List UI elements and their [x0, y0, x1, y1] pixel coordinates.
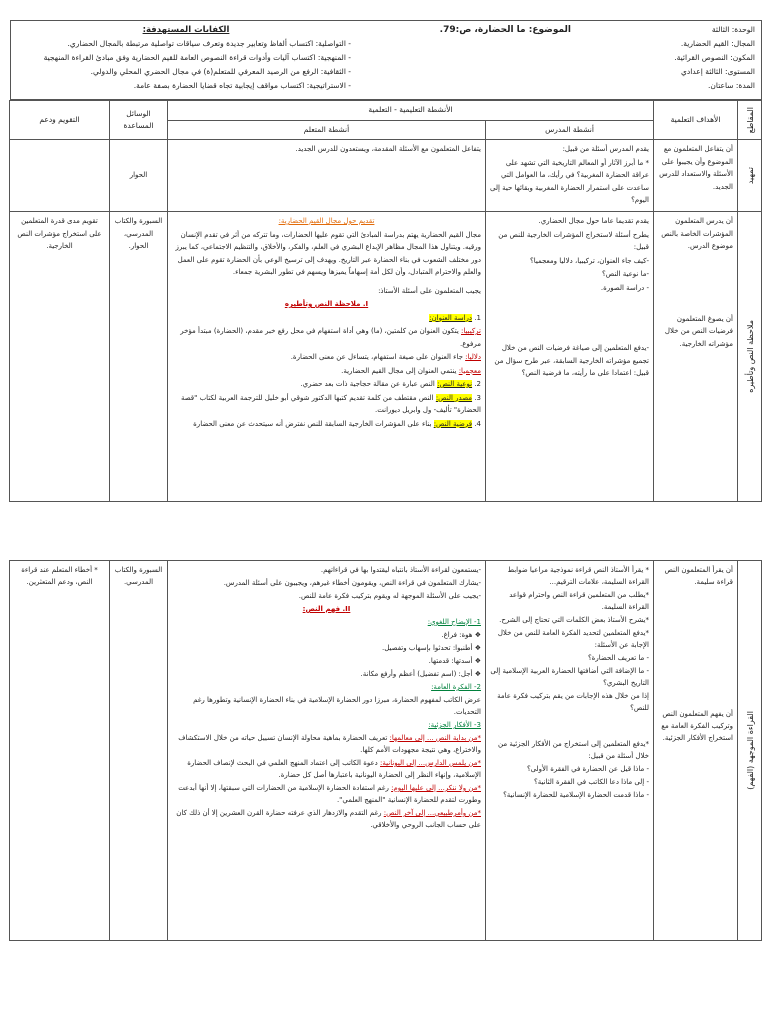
objective-cell: أن يقرأ المتعلمون النص قراءة سليمة. أن يفهم المتعلمون النص وتركيب الفكرة العامة مع استخراج الأفكار الجزئية.: [654, 561, 738, 941]
field-intro-title: تقديم حول مجال القيم الحضارية:: [278, 217, 375, 225]
sub-ideas-title: 3- الأفكار الجزئية:: [428, 721, 481, 729]
teacher-cell: يقدم المدرس أسئلة من قبيل: * ما أبرز الآثار أو المعالم التاريخية التي تشهد على عراقة الحضارة المغربية؟ في رأيك، ما العوامل التي ساعدت على استمرار الحضارة المغربية وبقائها حية إلى اليوم؟: [486, 140, 654, 212]
competencies-title: الكفايات المستهدفة:: [142, 25, 230, 35]
section-title: II. فهم النص:: [302, 605, 351, 613]
vocab-title: 1- الإيضاح اللغوي:: [427, 618, 481, 626]
col-learner: أنشطة المتعلم: [167, 120, 485, 140]
evaluation-cell: [9, 140, 109, 212]
col-evaluation: التقويم ودعم: [9, 101, 109, 140]
lesson-table-continued: [9, 560, 762, 941]
col-objectives: الأهداف التعلمية: [654, 101, 738, 140]
component-label: المكون: النصوص القرائية.: [674, 53, 755, 62]
level-label: المستوى: الثالثة إعدادي: [681, 67, 755, 76]
duration-label: المدة: ساعتان.: [708, 81, 755, 90]
means-cell: السبورة والكتاب المدرسي، الحوار.: [109, 212, 167, 502]
teacher-cell: يقدم تقديما عاما حول مجال الحضاري. يطرح أسئلة لاستخراج المؤشرات الخارجية للنص من قبيل: -كيف جاء العنوان، تركيبيا، دلاليا ومعجميا؟ -ما نوعية النص؟ - دراسة الصورة. -يدفع المتعلمين إلى صياغة فرضيات النص من خلال تجميع مؤشراته الخارجية السابقة، عبر طرح سؤال من قبيل: اعتمادا على ما رأيته، ما فرضية النص؟: [486, 212, 654, 502]
objective-cell: أن يدرس المتعلمون المؤشرات الخاصة بالنص موضوع الدرس. أن يصوغ المتعلمون فرضيات النص من خلال مؤشراته الخارجية.: [654, 212, 738, 502]
lesson-table: [9, 100, 762, 502]
col-teacher: أنشطة المدرس: [486, 120, 654, 140]
table-row: [9, 140, 761, 212]
phase-cell: تمهيد: [738, 140, 762, 212]
col-phases: المقاطع: [738, 101, 762, 140]
phase-cell: ملاحظة النص وتأطيره: [738, 212, 762, 502]
field-label: المجال: القيم الحضارية.: [680, 39, 755, 48]
competency-item: - الاستراتيجية: اكتساب مواقف إيجابية تجاه قضايا الحضارة بصفة عامة.: [133, 81, 351, 90]
learner-cell: يتفاعل المتعلمون مع الأسئلة المقدمة، ويستعدون للدرس الجديد.: [167, 140, 485, 212]
phase-cell: القراءة الموجهة (الفهم): [738, 561, 762, 941]
field-intro-text: مجال القيم الحضارية يهتم بدراسة المبادئ التي تقوم عليها الحضارات، وما تتركه من أثر في تقدم الإنسان ورقيه. ويتناول هذا المجال مظاهر الإبداع البشري في العلم، والفكر، والأخلاق، والتنظيم الاجتماعي، كما يبرز دور مختلف الشعوب في بناء الحضارة عبر التاريخ. ويهدف إلى ترسيخ الوعي بأن الحضارة تقوم على العمل والعلم والاحترام المتبادل، وأن لكل أمة إسهاماً يميزها ويسهم في تطور البشرية جمعاء.: [175, 230, 481, 276]
evaluation-cell: تقويم مدى قدرة المتعلمين على استخراج مؤشرات النص الخارجية.: [9, 212, 109, 502]
table-row: [9, 212, 761, 502]
header-meta: [605, 23, 755, 93]
lesson-page-2: [10, 560, 762, 941]
competencies: [21, 23, 351, 93]
unit-label: الوحدة: الثالثة: [711, 25, 755, 34]
objective-cell: أن يتفاعل المتعلمون مع الموضوع وأن يجيبوا على الأسئلة والاستعداد للدرس الجديد.: [654, 140, 738, 212]
lesson-header: [10, 20, 762, 100]
table-row: [10, 561, 762, 941]
competency-item: - الثقافية: الرفع من الرصيد المعرفي للمتعلم(ة) في مجال الحضري المحلي والدولي.: [90, 67, 351, 76]
topic-label: الموضوع: ما الحضارة، ص:79.: [439, 25, 571, 35]
means-cell: السبورة والكتاب المدرسي.: [110, 561, 168, 941]
competency-item: - المنهجية: اكتساب آليات وأدوات قراءة النصوص العامة للقيم الحضارية وفق مبادئ القراءة المنهجية: [43, 53, 351, 62]
teacher-cell: * يقرأ الأستاذ النص قراءة نموذجية مراعيا ضوابط القراءة السليمة، علامات الترقيم... *يطلب من المتعلمين قراءة النص واحترام قواعد القراءة السليمة. *يشرح الأستاذ بعض الكلمات التي تحتاج إلى الشرح. *يدفع المتعلمين لتحديد الفكرة العامة للنص من خلال الإجابة عن الأسئلة: - ما تعريف الحضارة؟ - ما الإضافة التي أضافتها الحضارة العربية الإسلامية إلى التاريخ البشري؟ إذا من خلال هذه الإجابات من يقم بتركيب فكرة عامة للنص؟ *يدفع المتعلمين إلى استخراج من الأفكار الجزئية من خلال أسئلة من قبيل: - ماذا قيل عن الحضارة في الفقرة الأولى؟ - إلى ماذا دعا الكاتب في الفقرة الثانية؟ - ماذا قدمت الحضارة الإسلامية للحضارة الإنسانية؟: [486, 561, 654, 941]
learner-cell: -يستمعون لقراءة الأستاذ بانتباه ليقتدوا بها في قراءاتهم. -يشارك المتعلمون في قراءة النص، ويقومون أخطاء غيرهم، ويجيبون على أسئلة المدرس. -يجيب على الأسئلة الموجهة له ويقوم بتركيب فكرة عامة للنص. II. فهم النص: 1- الإيضاح اللغوي: ❖ هوة: فراغ. ❖ أطنبوا: تحدثوا بإسهاب وتفصيل. ❖ أسدتها: قدمتها. ❖ أجل: (اسم تفضيل) أعظم وأرفع مكانة. 2- الفكرة العامة: عرض الكاتب لمفهوم الحضارة، مبرزا دور الحضارة الإسلامية في بناء الحضارة الإنسانية وتطورها رغم التحديات. 3- الأفكار الجزئية: *من بداية النص ... إلى معالمها: تعريف الحضارة بماهية محاولة الإنسان تسييل حياته من خلال الاستكشاف والاختراع، وهي نتيجة مجهودات الأمم كلها. *من يلمس الدارس... إلى اليونانية: دعوة الكاتب إلى اعتماد المنهج العلمي في البحث لإنصاف الحضارة الإسلامية، وإنهاء النظر إلى الحضارة اليونانية باعتبارها أصل كل حضارة. *من ولا ننكر... إلى عليها اليوم: رغم استفادة الحضارة الإسلامية من الحضارات التي سبقتها، إلا أنها أبدعت وطورت لتقدم للحضارة الإنسانية "المنهج العلمي". *من وأمرطبيعي... إلى آخر النص: رغم التقدم والازدهار الذي عرفته حضارة القرن العشرين إلا أن ذلك كان على حساب الجانب الروحي والأخلاقي.: [168, 561, 486, 941]
lesson-page-1: [10, 20, 762, 502]
col-activities: الأنشطة التعليمية - التعلمية: [167, 101, 653, 121]
means-cell: الحوار: [109, 140, 167, 212]
learner-cell: تقديم حول مجال القيم الحضارية: مجال القيم الحضارية يهتم بدراسة المبادئ التي تقوم عليها الحضارات، وما تتركه من أثر في تقدم الإنسان ورقيه. ويتناول هذا المجال مظاهر الإبداع البشري في العلم، والفكر، والأخلاق، والتنظيم الاجتماعي، كما يبرز دور مختلف الشعوب في بناء الحضارة عبر التاريخ. ويهدف إلى ترسيخ الوعي بأن الحضارة تقوم على العمل والعلم والاحترام المتبادل، وأن لكل أمة إسهاماً يميزها ويسهم في تطور البشرية جمعاء. يجيب المتعلمون على أسئلة الأستاذ: I. ملاحظة النص وتأطيره 1. دراسة العنوان: تركيبيا: يتكون العنوان من كلمتين، (ما) وهي أداة استفهام في محل رفع خبر مقدم، (الحضارة) مبتدأ مؤخر مرفوع. دلاليا: جاء العنوان على صيغة استفهام، يتساءل عن معنى الحضارة. معجميا: ينتمي العنوان إلى مجال القيم الحضارية. 2. نوعية النص: النص عبارة عن مقالة حجاجية ذات بعد حضري. 3. مصدر النص: النص مقتطف من كلمة تقديم كتبها الدكتور شوقي أبو خليل للترجمة العربية لكتاب "قصة الحضارة" تأليف- ول وابريل ديورانت. 4. فرضية النص: بناء على المؤشرات الخارجية السابقة للنص نفترض أنه سيتحدث عن معنى الحضارة: [167, 212, 485, 502]
main-idea-title: 2- الفكرة العامة:: [431, 683, 481, 691]
competency-item: - التواصلية: اكتساب ألفاظ وتعابير جديدة وتعرف سياقات تواصلية مرتبطة بالمجال الحضاري.: [67, 39, 351, 48]
section-title: I. ملاحظة النص وتأطيره: [284, 300, 369, 308]
table-header-row: [9, 101, 761, 121]
evaluation-cell: * أخطاء المتعلم عند قراءة النص، ودعم المتعثرين.: [10, 561, 110, 941]
col-means: الوسائل المساعدة: [109, 101, 167, 140]
